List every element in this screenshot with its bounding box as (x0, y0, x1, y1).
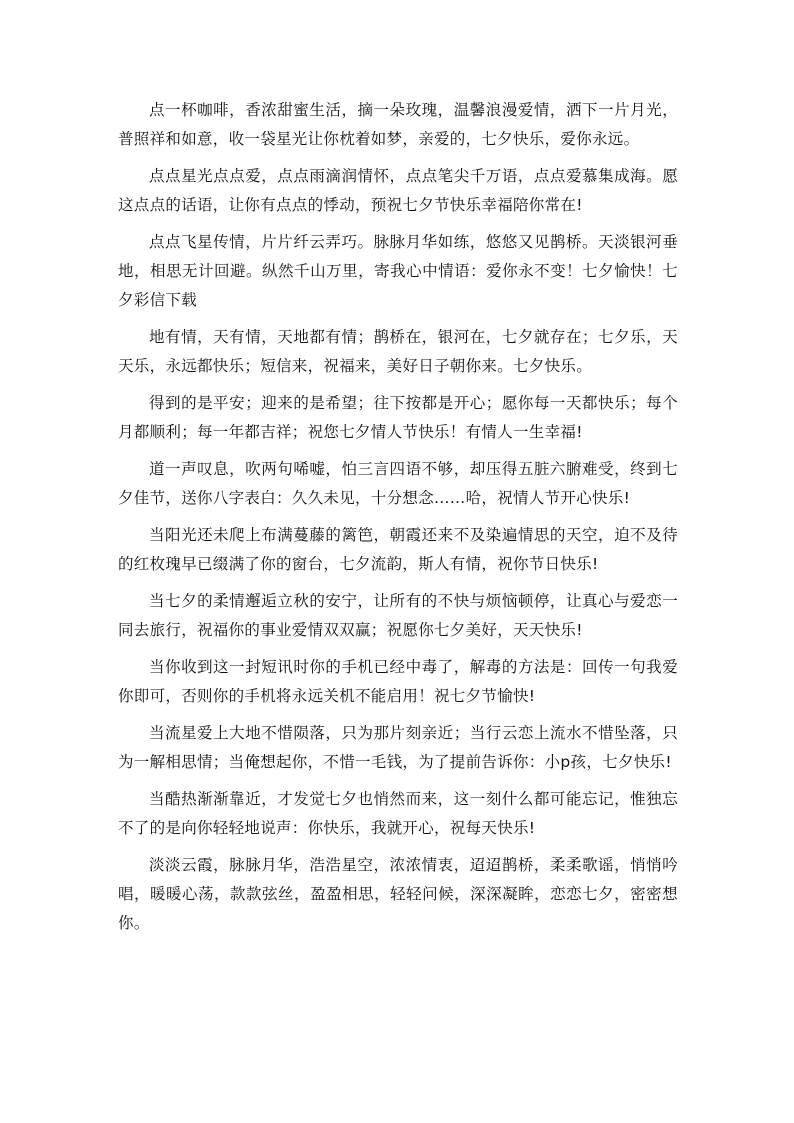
paragraph: 淡淡云霞，脉脉月华，浩浩星空，浓浓情衷，迢迢鹊桥，柔柔歌谣，悄悄吟唱，暖暖心荡，款款弦丝，盈盈相思，轻轻问候，深深凝眸，恋恋七夕，密密想你。 (118, 856, 678, 932)
paragraph: 点点飞星传情，片片纤云弄巧。脉脉月华如练，悠悠又见鹊桥。天淡银河垂地，相思无计回避。纵然千山万里，寄我心中情语：爱你永不变！七夕愉快！七夕彩信下载 (118, 233, 678, 309)
paragraph: 当你收到这一封短讯时你的手机已经中毒了，解毒的方法是：回传一句我爱你即可，否则你的手机将永远关机不能启用！祝七夕节愉快! (118, 658, 678, 705)
paragraph: 当酷热渐渐靠近，才发觉七夕也悄然而来，这一刻什么都可能忘记，惟独忘不了的是向你轻轻地说声：你快乐，我就开心，祝每天快乐! (118, 790, 678, 837)
paragraph: 得到的是平安；迎来的是希望；往下按都是开心；愿你每一天都快乐；每个月都顺利；每一年都吉祥；祝您七夕情人节快乐！有情人一生幸福! (118, 394, 678, 441)
paragraph: 点点星光点点爱，点点雨滴润情怀，点点笔尖千万语，点点爱慕集成海。愿这点点的话语，让你有点点的悸动，预祝七夕节快乐幸福陪你常在! (118, 167, 678, 214)
paragraph: 当七夕的柔情邂逅立秋的安宁，让所有的不快与烦恼顿停，让真心与爱恋一同去旅行，祝福你的事业爱情双双赢；祝愿你七夕美好，天天快乐! (118, 592, 678, 639)
document-body (118, 96, 678, 946)
paragraph: 点一杯咖啡，香浓甜蜜生活，摘一朵玫瑰，温馨浪漫爱情，洒下一片月光，普照祥和如意，收一袋星光让你枕着如梦，亲爱的，七夕快乐，爱你永远。 (118, 101, 678, 148)
paragraph: 当阳光还未爬上布满蔓藤的篱笆，朝霞还来不及染遍情思的天空，迫不及待的红枚瑰早已缀满了你的窗台，七夕流韵，斯人有情，祝你节日快乐! (118, 526, 678, 573)
paragraph: 道一声叹息，吹两句唏嘘，怕三言四语不够，却压得五脏六腑难受，终到七夕佳节，送你八字表白：久久未见，十分想念……哈，祝情人节开心快乐! (118, 460, 678, 507)
paragraph: 地有情，天有情，天地都有情；鹊桥在，银河在，七夕就存在；七夕乐，天天乐，永远都快乐；短信来，祝福来，美好日子朝你来。七夕快乐。 (118, 328, 678, 375)
paragraph: 当流星爱上大地不惜陨落，只为那片刻亲近；当行云恋上流水不惜坠落，只为一解相思情；当俺想起你，不惜一毛钱，为了提前告诉你：小p孩，七夕快乐! (118, 724, 678, 771)
